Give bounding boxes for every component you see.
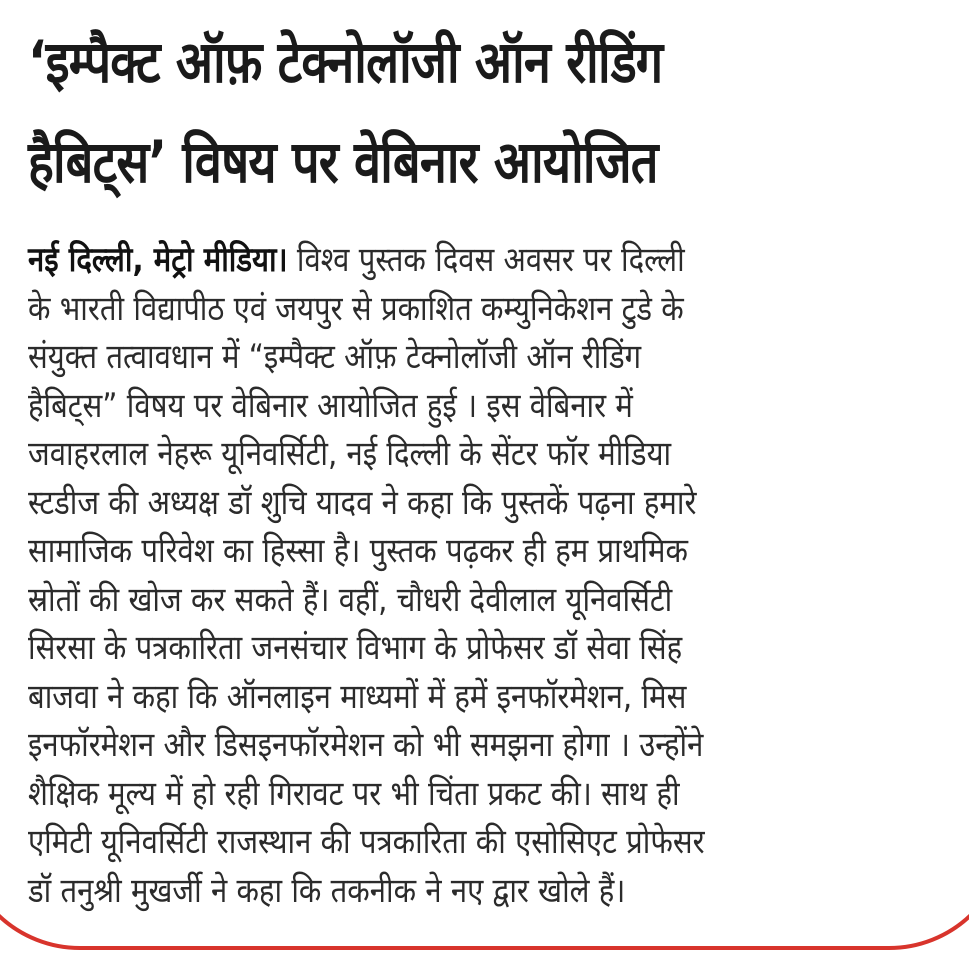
body-line-8: स्रोतों की खोज कर सकते हैं। वहीं, चौधरी देवीलाल यूनिवर्सिटी [28,579,673,620]
body-line-7: सामाजिक परिवेश का हिस्सा है। पुस्तक पढ़कर ही हम प्राथमिक [28,531,688,571]
dateline: नई दिल्ली, मेट्रो मीडिया। [28,240,288,280]
body-line-1 [28,236,819,285]
body-line-4: हैबिट्स” विषय पर वेबिनार आयोजित हुई । इस वेबिनार में [28,385,633,426]
body-line-6: स्टडीज की अध्यक्ष डॉ शुचि यादव ने कहा कि पुस्तकें पढ़ना हमारे [28,482,697,523]
body-line-12: शैक्षिक मूल्य में हो रही गिरावट पर भी चिंता प्रकट की। साथ ही [28,773,680,814]
body-line-11: इनफॉरमेशन और डिसइनफॉरमेशन को भी समझना होगा । उन्होंने [28,725,704,765]
headline-line-1: ‘इम्पैक्ट ऑफ़ टेक्नोलॉजी ऑन रीडिंग [28,28,663,96]
body-line-2: के भारती विद्यापीठ एवं जयपुर से प्रकाशित कम्युनिकेशन टुडे के [28,288,684,329]
body-line-9: सिरसा के पत्रकारिता जनसंचार विभाग के प्रोफेसर डॉ सेवा सिंह [28,628,683,668]
headline [28,12,801,212]
body-line-13: एमिटी यूनिवर्सिटी राजस्थान की पत्रकारिता की एसोसिएट प्रोफेसर [28,822,705,862]
body-line-1-text: विश्व पुस्तक दिवस अवसर पर दिल्ली [287,240,685,280]
body-line-14: डॉ तनुश्री मुखर्जी ने कहा कि तकनीक ने नए द्वार खोले हैं। [28,870,626,911]
body-line-3: संयुक्त तत्वावधान में “इम्पैक्ट ऑफ़ टेक्नोलॉजी ऑन रीडिंग [28,337,642,377]
body-line-5: जवाहरलाल नेहरू यूनिवर्सिटी, नई दिल्ली के सेंटर फॉर मीडिया [28,434,672,474]
body-line-10: बाजवा ने कहा कि ऑनलाइन माध्यमों में हमें इनफॉरमेशन, मिस [28,676,687,717]
headline-line-2: हैबिट्स’ विषय पर वेबिनार आयोजित [28,128,658,196]
article-body [28,236,819,915]
